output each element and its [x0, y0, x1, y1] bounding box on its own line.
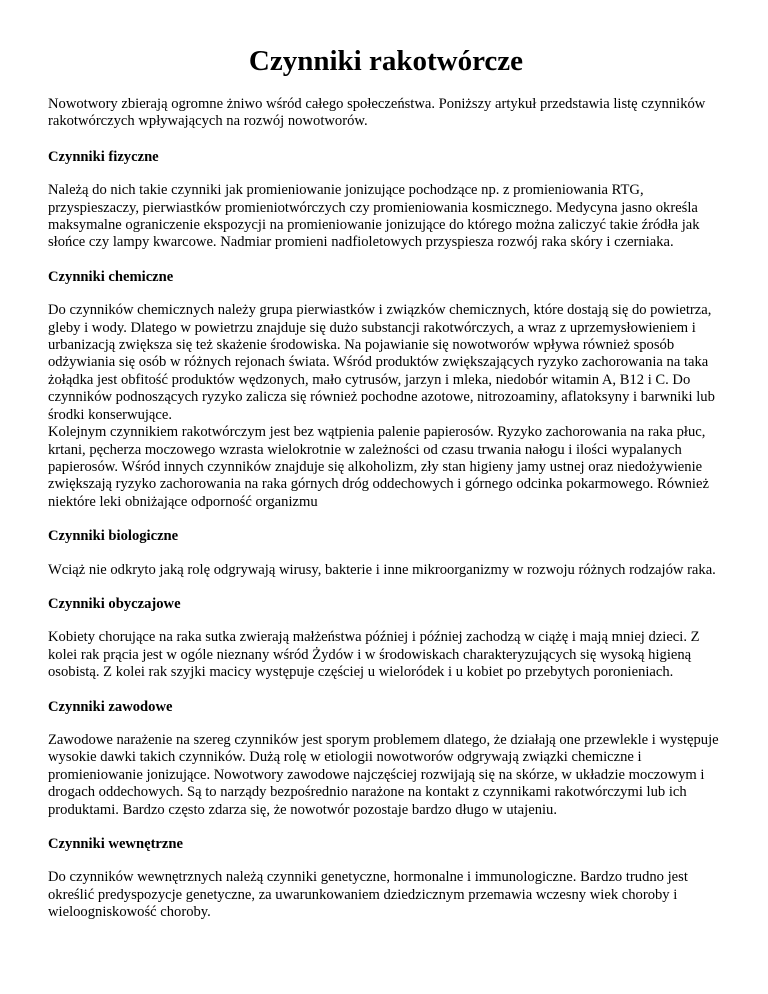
page-title: Czynniki rakotwórcze [248, 45, 524, 77]
section-zawodowe [48, 699, 724, 819]
section-paragraph: Kolejnym czynnikiem rakotwórczym jest bez wątpienia palenie papierosów. Ryzyko zachorowania na raka płuc, krtani, pęcherza moczowego wzrasta wielokrotnie w zależności od czasu trwania nałogu i ilości wypalanych papierosów. Wśród innych czynników znajduje się alkoholizm, zły stan higieny jamy ustnej oraz niedożywienie zwiększają ryzyko zachorowania na raka górnych dróg oddechowych i górnego odcinka pokarmowego. Również niektóre leki obniżające odporność organizmu [48, 424, 709, 510]
section-fizyczne [48, 149, 724, 252]
section-chemiczne [48, 269, 724, 511]
section-paragraph: Kobiety chorujące na raka sutka zwierają małżeństwa później i później zachodzą w ciążę i mają mniej dzieci. Z kolei rak prącia jest w ogóle nieznany wśród Żydów i w środowiskach charakteryzujących się wysoką higieną osobistą. Z kolei rak szyjki macicy występuje częściej u wieloródek i u kobiet po przebytych poronieniach. [48, 629, 700, 681]
section-wewnetrzne [48, 836, 724, 922]
section-paragraph: Do czynników wewnętrznych należą czynniki genetyczne, hormonalne i immunologiczne. Bardzo trudno jest określić predyspozycje genetyczne, za uwarunkowaniem dziedzicznym przemawia wczesny wiek choroby i wieloogniskowość choroby. [48, 869, 688, 921]
section-heading: Czynniki chemiczne [48, 268, 174, 285]
section-obyczajowe [48, 596, 724, 682]
section-paragraph: Zawodowe narażenie na szereg czynników jest sporym problemem dlatego, że działają one przewlekle i występuje wysokie dawki takich czynników. Dużą rolę w etiologii nowotworów odgrywają związki chemiczne i promieniowanie jonizujące. Nowotwory zawodowe najczęściej rozwijają się na skórze, w układzie moczowym i drogach oddechowych. Są to narządy bezpośrednio narażone na kontakt z czynnikami rakotwórczymi lub ich produktami. Bardzo często zdarza się, że nowotwór pozostaje bardzo długo w utajeniu. [48, 731, 719, 818]
section-heading: Czynniki wewnętrzne [48, 836, 183, 852]
section-heading: Czynniki biologiczne [48, 528, 179, 545]
section-heading: Czynniki zawodowe [48, 698, 173, 715]
section-paragraph: Do czynników chemicznych należy grupa pierwiastków i związków chemicznych, które dostają się do powietrza, gleby i wody. Dlatego w powietrzu znajduje się dużo substancji rakotwórczych, a wraz z uprzemysłowieniem i urbanizacją zwiększa się też skażenie środowiska. Na pojawianie się nowotworów wpływa również sposób odżywiania się osób w różnych rejonach świata. Wśród produktów zwiększających ryzyko zachorowania na taka żołądka jest obfitość produktów wędzonych, mało cytrusów, jarzyn i mleka, niedobór witamin A, B12 i C. Do czynników podnoszących ryzyko zalicza się również pochodne azotowe, nitrozoaminy, aflatoksyny i barwniki lub środki konserwujące. [48, 302, 715, 423]
section-heading: Czynniki fizyczne [48, 148, 159, 165]
section-heading: Czynniki obyczajowe [48, 595, 181, 612]
section-paragraph: Wciąż nie odkryto jaką rolę odgrywają wirusy, bakterie i inne mikroorganizmy w rozwoju różnych rodzajów raka. [48, 561, 716, 578]
section-paragraph: Należą do nich takie czynniki jak promieniowanie jonizujące pochodzące np. z promieniowania RTG, przyspieszaczy, pierwiastków promieniotwórczych czy promieniowania kosmicznego. Medycyna jasno określa maksymalne ograniczenie ekspozycji na promieniowanie jonizujące do którego można zaliczyć takie źródła jak słońce czy lampy kwarcowe. Nadmiar promieni nadfioletowych przyspiesza rozwój raka skóry i czerniaka. [48, 182, 700, 251]
intro-paragraph: Nowotwory zbierają ogromne żniwo wśród całego społeczeństwa. Poniższy artykuł przedstawia listę czynników rakotwórczych wpływających na rozwój nowotworów. [48, 96, 706, 130]
section-biologiczne [48, 528, 724, 579]
